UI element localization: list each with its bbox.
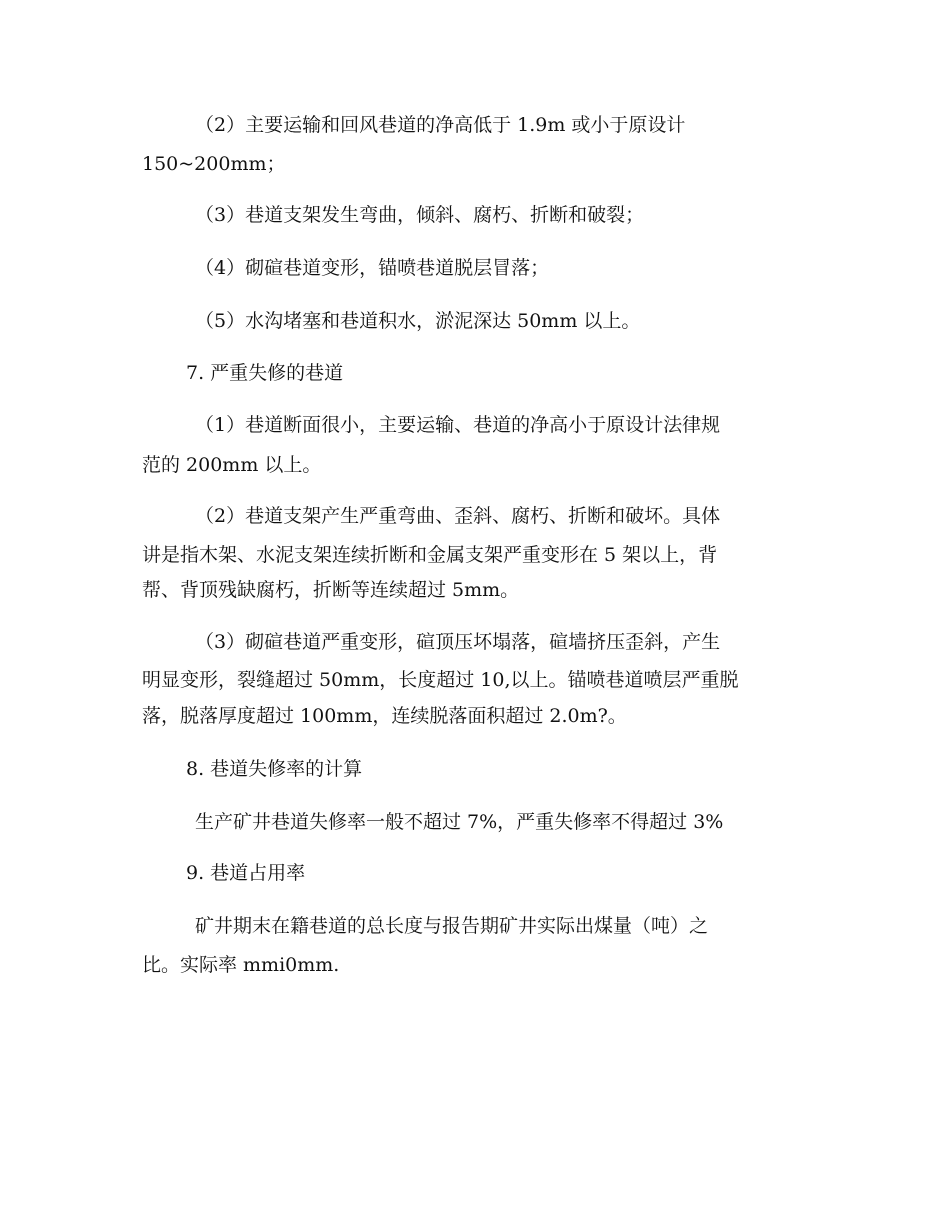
paragraph-line: （5）水沟堵塞和巷道积水，淤泥深达 50mm 以上。 [195,310,641,332]
paragraph-line: 150~200mm； [142,153,286,175]
paragraph-line: （2）主要运输和回风巷道的净高低于 1.9m 或小于原设计 [195,114,686,136]
paragraph-line: 讲是指木架、水泥支架连续折断和金属支架严重变形在 5 架以上，背 [142,544,718,566]
section-heading: 9. 巷道占用率 [186,862,306,884]
section-heading: 7. 严重失修的巷道 [186,362,344,384]
paragraph-line: 矿井期末在籍巷道的总长度与报告期矿井实际出煤量（吨）之 [195,915,709,937]
paragraph-line: （3）巷道支架发生弯曲，倾斜、腐朽、折断和破裂； [195,204,645,226]
paragraph-line: 明显变形，裂缝超过 50mm，长度超过 10,以上。锚喷巷道喷层严重脱 [142,669,739,691]
paragraph-line: （2）巷道支架产生严重弯曲、歪斜、腐朽、折断和破坏。具体 [195,505,721,527]
paragraph-line: 帮、背顶残缺腐朽，折断等连续超过 5mm。 [142,579,520,601]
paragraph-line: 生产矿井巷道失修率一般不超过 7%，严重失修率不得超过 3% [195,811,724,833]
paragraph-line: 范的 200mm 以上。 [142,454,322,476]
section-heading: 8. 巷道失修率的计算 [186,758,363,780]
paragraph-line: 落，脱落厚度超过 100mm，连续脱落面积超过 2.0m?。 [142,705,627,727]
paragraph-line: （4）砌碹巷道变形，锚喷巷道脱层冒落； [195,257,550,279]
paragraph-line: （1）巷道断面很小，主要运输、巷道的净高小于原设计法律规 [195,414,721,436]
paragraph-line: （3）砌碹巷道严重变形，碹顶压坏塌落，碹墙挤压歪斜，产生 [195,631,721,653]
paragraph-line: 比。实际率 mmi0mm. [142,954,340,976]
